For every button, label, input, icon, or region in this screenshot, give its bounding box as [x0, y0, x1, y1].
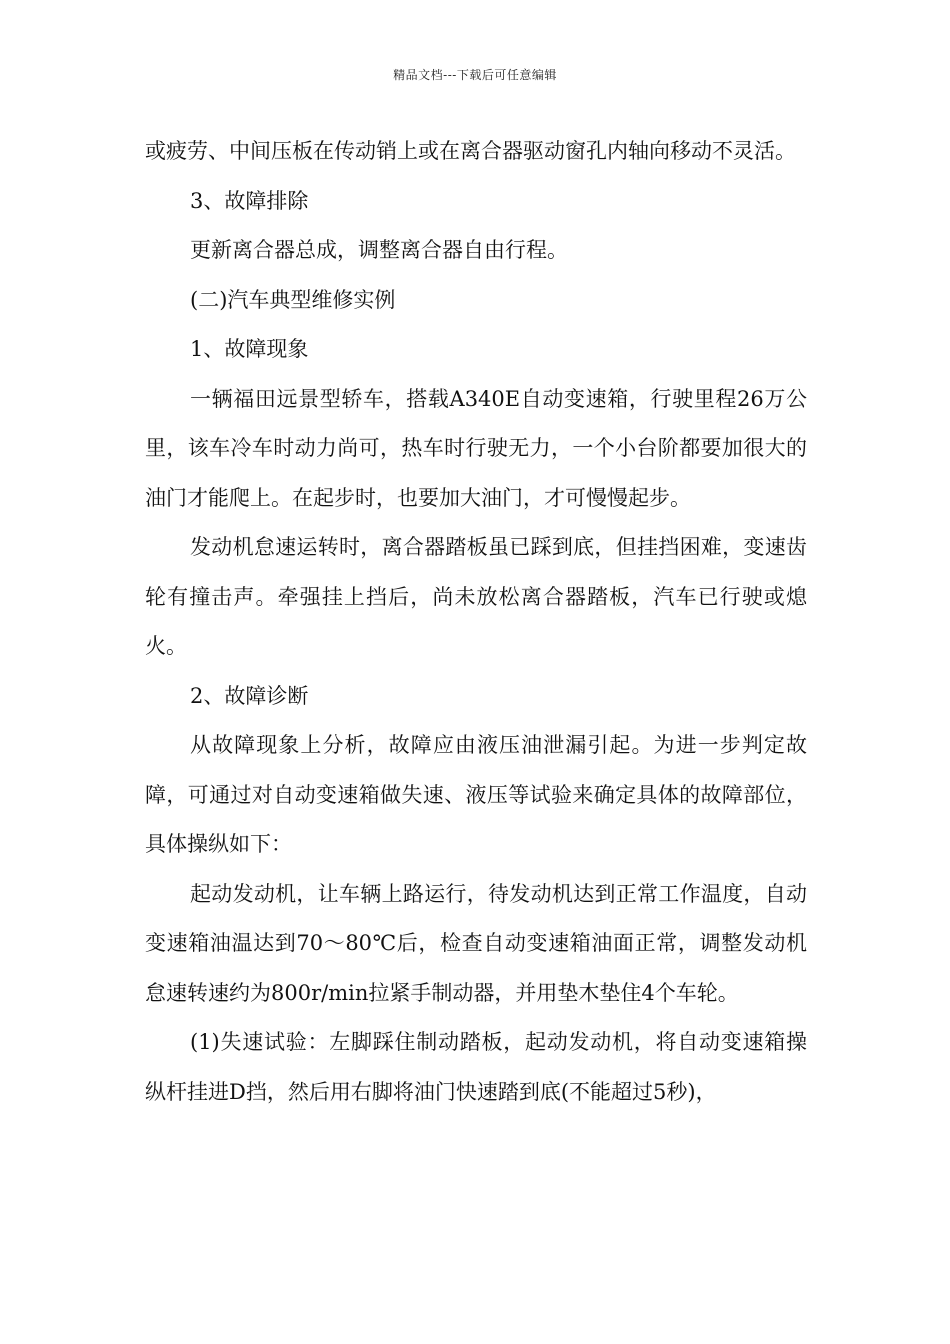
section-heading-repair-example: (二)汽车典型维修实例: [190, 287, 396, 312]
section-heading-troubleshooting: 3、故障排除: [190, 188, 309, 213]
paragraph-3: 一辆福田远景型轿车，搭载A340E自动变速箱，行驶里程26万公里，该车冷车时动力尚可，热车时行驶无力，一个小台阶都要加很大的油门才能爬上。在起步时，也要加大油门，才可慢慢起步。: [145, 386, 807, 510]
paragraph-7: (1)失速试验：左脚踩住制动踏板，起动发动机，将自动变速箱操纵杆挂进D挡，然后用右脚将油门快速踏到底(不能超过5秒)，: [145, 1030, 807, 1104]
document-body: [145, 127, 807, 1117]
section-heading-diagnosis: 2、故障诊断: [190, 683, 309, 708]
paragraph-6: 起动发动机，让车辆上路运行，待发动机达到正常工作温度，自动变速箱油温达到70～80℃后，检查自动变速箱油面正常，调整发动机怠速转速约为800r/min拉紧手制动器，并用垫木垫住4个车轮。: [145, 881, 807, 1005]
paragraph-4: 发动机怠速运转时，离合器踏板虽已踩到底，但挂挡困难，变速齿轮有撞击声。牵强挂上挡后，尚未放松离合器踏板，汽车已行驶或熄火。: [145, 535, 807, 658]
paragraph-2: 更新离合器总成，调整离合器自由行程。: [190, 238, 568, 262]
paragraph-5: 从故障现象上分析，故障应由液压油泄漏引起。为进一步判定故障，可通过对自动变速箱做失速、液压等试验来确定具体的故障部位，具体操纵如下：: [145, 733, 807, 856]
section-heading-symptom: 1、故障现象: [190, 337, 309, 361]
paragraph-1: 或疲劳、中间压板在传动销上或在离合器驱动窗孔内轴向移动不灵活。: [145, 139, 796, 163]
page-header: 精品文档---下载后可任意编辑: [393, 68, 557, 82]
